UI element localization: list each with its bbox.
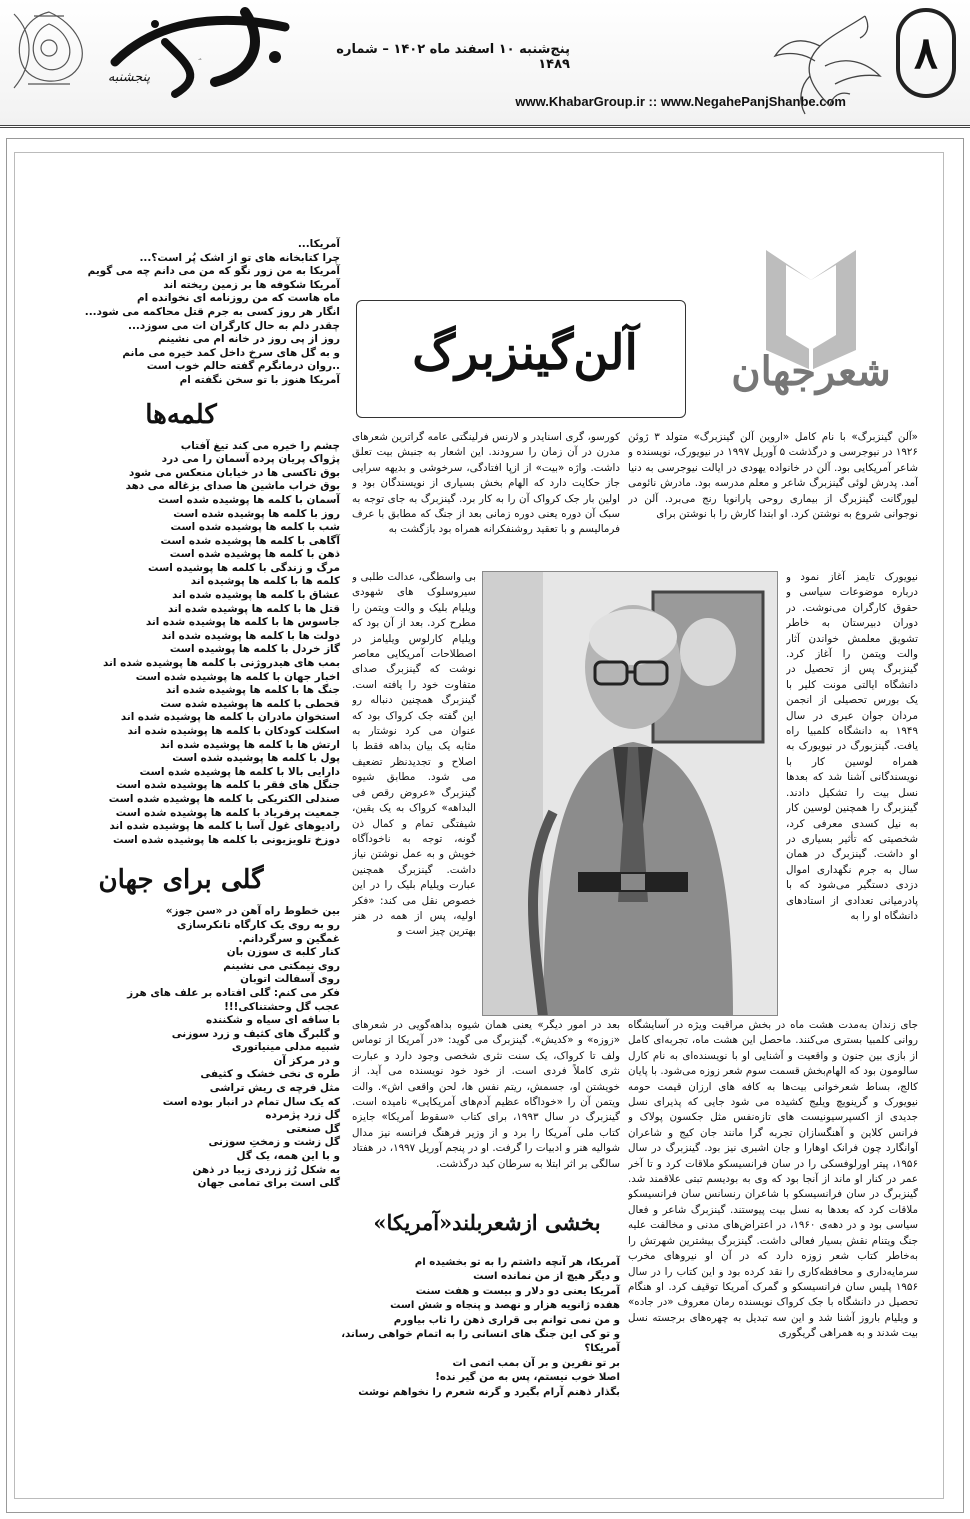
ornament-icon xyxy=(4,4,94,96)
poem-line: روز با کلمه ها پوشیده شده است xyxy=(173,507,340,520)
poem-line: اخبار جهان با کلمه ها پوشیده شده است xyxy=(135,670,340,683)
poem-line: چشم را خیره می کند تیغ آفتاب xyxy=(180,439,340,452)
poem-line: رادیوهای غول آسا با کلمه ها پوشیده شده اند xyxy=(109,820,340,833)
poem-line: بر تو نفرین و بر آن بمب اتمی ات xyxy=(452,1357,620,1369)
poem-line: بین خطوط راه آهن در «سن جوز» xyxy=(165,905,340,918)
poem-line: مثل فرچه ی ریش تراشی xyxy=(209,1082,340,1095)
poem-line: اصلا خوب نیستم، پس به من گیر نده! xyxy=(435,1372,620,1384)
poem-line: استخوان مادران با کلمه ها پوشیده شده اند xyxy=(120,711,340,724)
words-poem xyxy=(22,440,340,848)
poem-line: روی نیمکتی می نشینم xyxy=(223,959,340,972)
poem-line: آمریکا، هر آنچه داشتم را به تو بخشیده ام xyxy=(414,1257,620,1268)
poem-line: ذهن با کلمه ها پوشیده شده است xyxy=(169,548,340,561)
poem-line: دولت ها با کلمه ها پوشیده شده اند xyxy=(161,629,340,642)
poem-line: آمریکا... xyxy=(297,238,340,250)
article-text-right-bottom: جای زندان به‌مدت هشت ماه در بخش مراقبت ویژه در آسایشگاه روانی کلمبیا بستری می‌کنند. ماحصل این هشت ماه، تجربه‌ای کامل از بازی بین جنون و واقعیت و آشنایی او با نویسنده‌ای به نام کارل سالومون بود که الهام‌بخش قسمت سوم شعر زوزه می‌شود. با پایان کالج، بساط شعرخوانی بیت‌ها به کافه های ارزان قیمت حومه نیویورک و گرینویچ ویلیج کشیده می شود جایی که پذیرای نسل جدیدی از اکسپرسیونیست های تازه‌نفس مثل جکسون پولاک و فرانس کلاین و آهنگسازان تجربه گرا مانند جان کیج و شاعران آوانگارد چون فرانک اوهارا و جان اشبری نیز بود. گینزبرگ در سال ۱۹۵۶، پیتر اورلوفسکی را در سان فرانسیسکو ملاقات کرد و تا آخر عمر در کنار او ماند از آنجا بود که وی به بودیسم تبتی علاقمند شد. گینزبرگ در سان فرانسیسکو با شاعران رنسانس سان فرانسیسکو ملاقات کرد که بعدها به نسل بیت پیوستند. گینزبرگ شاعر و فعال سیاسی بود و در دهه‌ی ۱۹۶۰، در اعتراض‌های مدنی و مخالفت علیه جنگ ویتنام نقش بسیار فعالی داشت. گینزبرگ بیشترین شهرتش را به‌خاطر کتاب شعر زوزه دارد که در آن او نیروهای مخرب سرمایه‌داری و محافظه‌کاری را نقد کرده بود و این کتاب را در سال ۱۹۵۶ پلیس سان فرانسیسکو و گمرک آمریکا توقیف کرد. او هنگام تحصیل در دانشگاه با جک کرواک نویسنده رمان معروف «در جاده» و ویلیام باروز آشنا شد و این سه تبدیل به چهره‌های برجسته نسل بیت شدند و به همراهی گریگوری xyxy=(628,1019,918,1340)
words-title: کلمه‌ها xyxy=(145,399,217,430)
svg-text:نگاه: نگاه xyxy=(198,59,202,61)
poem-line: دوزخ تلویزیونی با کلمه ها پوشیده شده است xyxy=(112,833,340,846)
poem-line: جاسوس ها با کلمه ها پوشیده شده اند xyxy=(145,616,340,629)
poem-line: و در مرکز آن xyxy=(273,1054,340,1067)
poem-line: دارایی بالا با کلمه ها پوشیده شده است xyxy=(139,765,340,778)
page-header xyxy=(0,0,970,128)
poem-line: اسکلت کودکان با کلمه ها پوشیده شده اند xyxy=(127,725,340,737)
poem-line: انگار هر روز کسی به جرم قتل محاکمه می شود... xyxy=(84,305,340,318)
poem-line: گل زشت و زمختِ سوزنی xyxy=(208,1136,340,1149)
poem-line: آگاهی با کلمه ها پوشیده شده است xyxy=(160,534,340,547)
article-title: آلن‌گینزبرگ xyxy=(412,325,638,381)
poem-line: قحطی با کلمه ها پوشیده شده ست xyxy=(160,697,340,710)
poem-line: کنار کلبه ی سوزن بان xyxy=(226,946,340,959)
poem-line: شبیه مدلی مینیاتوری xyxy=(231,1041,340,1054)
poem-line: و به گل های سرخ داخل کمد خیره می مانم xyxy=(122,346,340,359)
poem-line: بوق خراب ماشین ها صدای بزغاله می دهد xyxy=(125,480,340,493)
poem-line: که یک سال تمام در انبار بوده است xyxy=(162,1095,340,1108)
poem-line: بگذار ذهنم آرام بگیرد و گرنه شعرم را نخواهم نوشت xyxy=(358,1386,620,1398)
poem-line: غمگین و سرگردانم. xyxy=(238,932,340,945)
poem-line: کلمه ها با کلمه ها پوشیده اند xyxy=(190,575,340,588)
poem-line: و تو کی این جنگ های انسانی را به اتمام خواهی رساند، xyxy=(341,1329,620,1341)
poem-line: و گلبرگ های کثیف و زرد سوزنی xyxy=(171,1027,340,1040)
book-icon xyxy=(706,240,916,430)
poem-line: پژواک پریان پرده آسمان را می درد xyxy=(161,453,340,466)
poem-line: چرا کتابخانه های تو از اشک پُر است؟... xyxy=(139,251,340,264)
poem-line: قتل ها با کلمه ها پوشیده شده اند xyxy=(167,602,340,615)
poem-line: ماه هاست که من روزنامه ای نخوانده ام xyxy=(137,292,340,305)
poem-line: بمب های هیدروژنی با کلمه ها پوشیده شده اند xyxy=(102,657,340,670)
poem-column xyxy=(22,238,340,1191)
website-urls[interactable]: www.KhabarGroup.ir :: www.NegahePanjShanbe.com xyxy=(515,94,846,109)
poem-line: عجب گل وحشتناکی!!! xyxy=(224,1000,340,1013)
poem-line: و دیگر هیچ از من نمانده است xyxy=(473,1271,620,1283)
flower-title: گلی برای جهان xyxy=(98,865,264,896)
poem-line: رو به روی یک کارگاه تانکرسازی xyxy=(176,918,340,931)
article-text-right-top: «آلن گینزبرگ» با نام کامل «اروین آلن گینزبرگ» متولد ۳ ژوئن ۱۹۲۶ در نیوجرسی و درگذشت ۵ آوریل ۱۹۹۷ در نیویورک، نویسنده و شاعر آمریکایی بود. آلن در خانواده یهودی در ایالت نیوجرسی به دنیا آمد. پدرش لوئی گینزبرگ شاعر و معلم مدرسه بود. مادرش نائومی لیورگانت گینزبرگ از بیماری روحی پارانویا رنج می‌برد. آلن در نوجوانی شروع به نوشتن کرد. او ابتدا کارش را با نوشتن برای xyxy=(628,431,918,521)
poem-line: بوق تاکسی ها در خیابان منعکس می شود xyxy=(129,466,340,479)
article-text-mid-narrow: بی واسطگی، عدالت طلبی و سیروسلوک های شهودی ویلیام بلیک و والت ویتمن را مطرح کرد. بعد از آن بود که ویلیام کارلوس ویلیامز در اصطلاحات آمریکایی معاصر نوشت که گینزبرگ صدای متفاوت خود را یافته است. گینزبرگ همچنین دنباله رو این گفته جک کرواک بود که عنوان می کرد نوشتار به مثابه یک بیان بداهه فقط با اصلاح و تجدیدنظر تضعیف می شود. مطابق شیوه گینزبرگ «عروض رقص فی البداهه» کرواک به یک یقین، شیفتگی تمام و کمال ذن گونه، توجه به ناخودآگاه خویش و به عمل نوشتن نیاز داشت. گینزبرگ همچنین عبارت ویلیام بلیک را در این خصوص نقل می کند: «فکر اولیه، پس از همه در هنر بهترین چیز است و xyxy=(352,571,476,938)
phoenix-icon xyxy=(770,6,890,118)
article-text-mid-top: کورسو، گری اسنایدر و لارنس فرلینگتی عامه گراترین شعرهای مدرن در آن زمان را سرودند. این اشعار به جنبش بیت تعلق داشت. واژه «بیت» از ازپا افتادگی، سرخوشی و بدیهه سرایی جاز حکایت دارد که الهام بخش بسیاری از نویسندگان بود و اولین بار جک کرواک آن را به کار برد. گینزبرگ به جای توجه به سبک آن دوره یعنی دوره زمانی بعد از جنگ که مطابق با عرف فرمالیسم و با تعقید روشنفکرانه همراه بود بازگشت به xyxy=(352,431,620,536)
poem-line: گلی است برای تمامی جهان xyxy=(197,1177,340,1190)
poem-line: عشاق با کلمه ها پوشیده شده اند xyxy=(172,589,340,602)
poem-line: مرگ و زندگی با کلمه ها پوشیده است xyxy=(147,561,340,574)
poem-line: آمریکا؟ xyxy=(584,1343,620,1355)
logo xyxy=(95,2,305,107)
poem-line: جمعیت پرفریاد با کلمه ها پوشیده شده است xyxy=(115,806,340,819)
poem-line: و من نمی توانم بی قراری ذهن را تاب بیاورم xyxy=(393,1314,620,1326)
poem-line: شب با کلمه ها پوشیده شده است xyxy=(170,521,340,534)
dateline: پنج‌شنبه ۱۰ اسفند ماه ۱۴۰۲ – شماره ۱۴۸۹ xyxy=(336,42,570,72)
flower-poem xyxy=(22,905,340,1190)
page-number: ۸ xyxy=(896,8,956,98)
poem-line: گل صنعتی xyxy=(286,1122,340,1135)
poem-line: صندلی الکتریکی با کلمه ها پوشیده شده است xyxy=(108,792,340,805)
poem-line: چقدر دلم به حال کارگران ات می سوزد... xyxy=(128,319,340,332)
poem-line: ..روان درمانگرم گفته حالم خوب است xyxy=(146,360,340,373)
poem-line: آمریکا به من زور نگو که من می دانم چه می گویم xyxy=(87,265,340,278)
excerpt-poem xyxy=(341,1256,620,1400)
intro-poem xyxy=(22,238,340,388)
poem-line: روز از پی روز در خانه ام می نشینم xyxy=(158,333,340,346)
poem-line: جنگ ها با کلمه ها پوشیده شده اند xyxy=(165,684,340,697)
poem-line: آمریکا شکوفه ها بر زمین ریخته اند xyxy=(163,278,340,291)
article-text-right-narrow: نیویورک تایمز آغاز نمود و درباره موضوعات سیاسی و حقوق کارگران می‌نوشت. در دوران دبیرستان به خاطر تشویق معلمش خواندن آثار والت ویتمن را آغاز کرد. گینزبرگ پس از تحصیل در دانشگاه ایالتی مونت کلیر با یک بورس تحصیلی از انجمن مردان جوان عبری در سال ۱۹۴۹ به دانشگاه کلمبیا راه یافت. گینزبورگ در نیویورک به همراه لوسین کار با نویسندگانی آشنا شد که بعدها نسل بیت را تشکیل دادند. گینزبرگ را همچنین لوسین کار به نیل کسدی معرفی کرد، شخصیتی که تأثیر بسیاری در او داشت. گینزبرگ در همان سال به جرم نگهداری اموال دزدی دستگیر می‌شود که با پادرمیانی تعدادی از استادهای دانشگاه او را به xyxy=(786,571,918,922)
poem-line: فکر می کنم: گلی افتاده بر علف های هرز xyxy=(127,986,340,999)
poem-line: با ساقه ای سیاه و شکننده xyxy=(205,1014,340,1027)
author-photo xyxy=(482,571,778,1016)
poem-line: به شکل رُز زردی زیبا در ذهن xyxy=(192,1163,340,1176)
poem-line: پول با کلمه ها پوشیده شده است xyxy=(172,752,340,765)
poem-line: گاز خردل با کلمه ها پوشیده است xyxy=(169,643,340,656)
poem-line: طره ی نخی خشک و کثیفی xyxy=(200,1068,340,1081)
poem-line: و با این همه، یک گل xyxy=(236,1150,340,1163)
poem-line: هفده ژانویه هزار و نهصد و پنجاه و شش است xyxy=(390,1300,620,1312)
poem-line: آمریکا یعنی دو دلار و بیست و هفت سنت xyxy=(415,1285,620,1297)
article-text-mid-bottom: بعد در امور دیگر» یعنی همان شیوه بداهه‌گویی در شعرهای «زوزه» و «کدیش». گینزبرگ می گوید: «در آمریکا از توماس ولف تا کرواک، یک سنت نثری شخصی وجود دارد و عبارت نثری کاملاً فردی است. از خود خود نویسنده می آید. از خویشتن او، جسمش، ریتم نفس ها، لحن واقعی اش». والت ویتمن آن را «خوداگاه عظیم آدم‌های آمریکایی» نامیده است. گینزبرگ در سال ۱۹۹۳، برای کتاب «سقوط آمریکا» جایزه کتاب ملی آمریکا را برد و از وزیر فرهنگ فرانسه نیز مدال شوالیه هنر و ادبیات را گرفت. او در پنجم آوریل ۱۹۹۷، در هفتاد سالگی بر اثر ابتلا به سرطان کبد درگذشت. xyxy=(352,1019,620,1170)
excerpt-title: بخشی ازشعربلند«آمریکا» xyxy=(373,1210,601,1235)
poem-line: جنگل های فقر با کلمه ها پوشیده شده است xyxy=(116,779,340,792)
portrait-image xyxy=(483,572,778,1016)
poem-line: آسمان با کلمه ها پوشیده شده است xyxy=(158,493,340,506)
poem-line: آمریکا هنوز با تو سخن نگفته ام xyxy=(179,373,340,386)
series-label: شعرجهان xyxy=(731,348,891,395)
poem-line: گل زرد پژمرده xyxy=(265,1109,340,1122)
poem-line: ارتش ها با کلمه ها پوشیده شده اند xyxy=(160,738,340,751)
poem-line: روی آسفالت اتوبان xyxy=(240,973,340,986)
logo-subtitle: پنجشنبه xyxy=(107,70,151,85)
